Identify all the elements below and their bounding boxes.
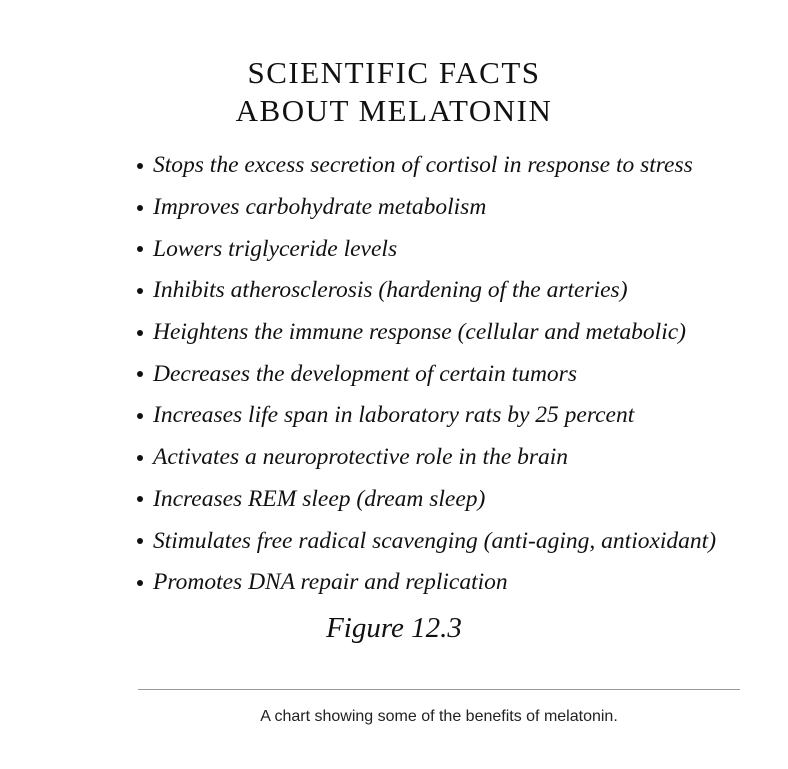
title-line-2: ABOUT MELATONIN — [235, 93, 553, 128]
fact-item — [137, 520, 777, 562]
bullet-icon — [137, 330, 143, 336]
bullet-icon — [137, 538, 143, 544]
bullet-icon — [137, 288, 143, 294]
fact-text: Heightens the immune response (cellular and metabolic) — [153, 319, 686, 346]
fact-item — [137, 395, 777, 437]
fact-item — [137, 145, 777, 187]
fact-item — [137, 479, 777, 521]
title-line-1: SCIENTIFIC FACTS — [247, 55, 541, 90]
fact-item — [137, 228, 777, 270]
fact-text: Improves carbohydrate metabolism — [153, 194, 487, 221]
bullet-icon — [137, 455, 143, 461]
fact-text: Activates a neuroprotective role in the brain — [153, 444, 569, 471]
fact-item — [137, 187, 777, 229]
fact-text: Increases REM sleep (dream sleep) — [153, 485, 486, 512]
bullet-icon — [137, 246, 143, 252]
fact-item — [137, 270, 777, 312]
fact-item — [137, 437, 777, 479]
bullet-icon — [137, 371, 143, 377]
bullet-icon — [137, 496, 143, 502]
fact-item — [137, 353, 777, 395]
fact-text: Promotes DNA repair and replication — [153, 569, 508, 596]
fact-text: Inhibits atherosclerosis (hardening of the arteries) — [153, 277, 628, 304]
bullet-icon — [137, 163, 143, 169]
fact-item — [137, 312, 777, 354]
fact-text: Stimulates free radical scavenging (anti-aging, antioxidant) — [153, 527, 717, 554]
bullet-icon — [137, 205, 143, 211]
facts-list — [137, 145, 777, 604]
divider — [138, 689, 740, 690]
figure-caption: A chart showing some of the benefits of melatonin. — [260, 708, 618, 725]
fact-text: Decreases the development of certain tumors — [153, 360, 577, 387]
fact-text: Increases life span in laboratory rats by 25 percent — [153, 402, 635, 429]
bullet-icon — [137, 580, 143, 586]
fact-text: Stops the excess secretion of cortisol in response to stress — [153, 152, 693, 179]
bullet-icon — [137, 413, 143, 419]
figure-label: Figure 12.3 — [326, 612, 462, 644]
fact-item — [137, 562, 777, 604]
fact-text: Lowers triglyceride levels — [153, 235, 398, 262]
